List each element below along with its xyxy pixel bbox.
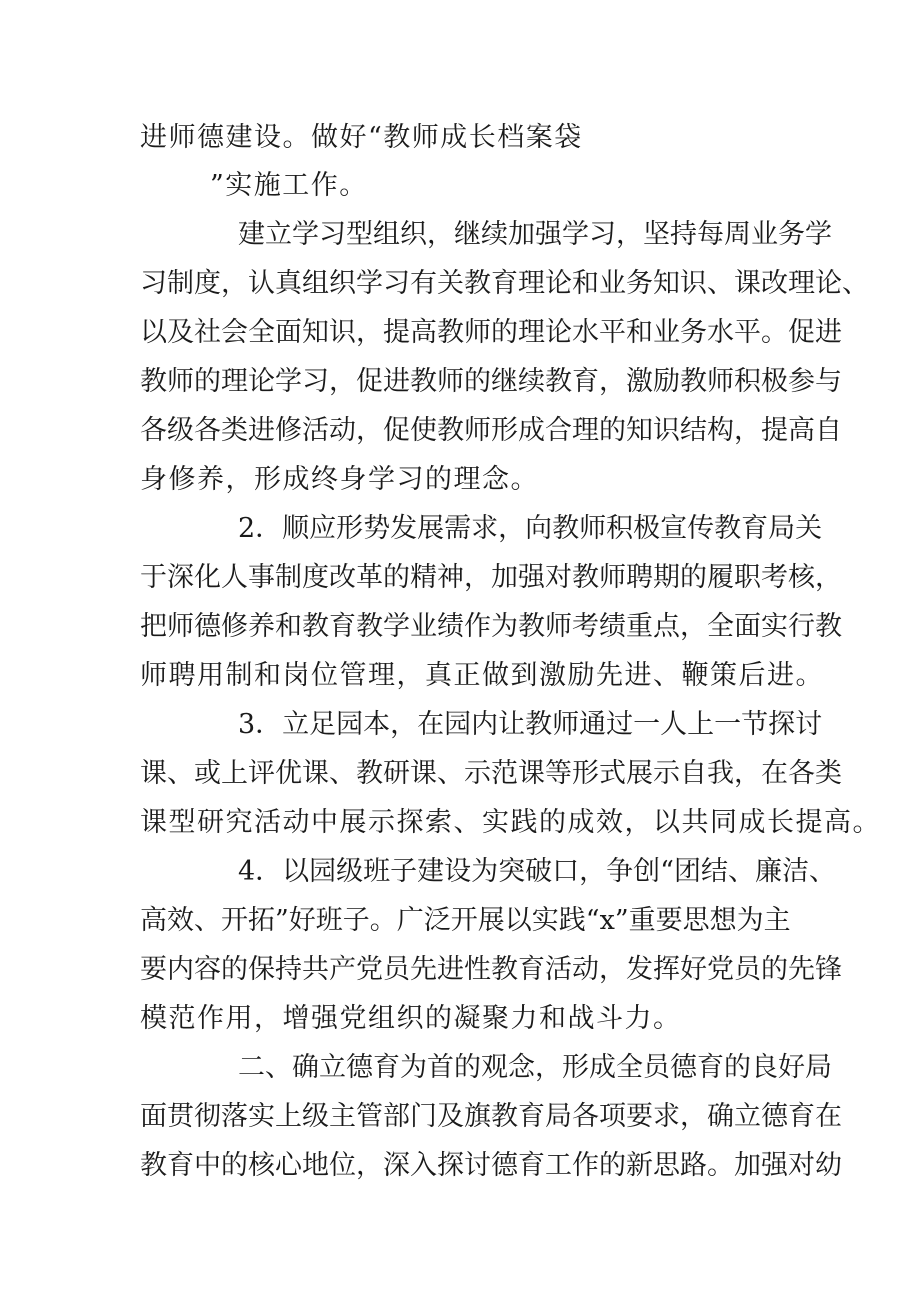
text-line: 高效、开拓”好班子。广泛开展以实践“x”重要思想为主 [140, 905, 791, 936]
text-line: 课型研究活动中展示探索、实践的成效，以共同成长提高。 [140, 807, 881, 838]
text-line: 要内容的保持共产党员先进性教育活动，发挥好党员的先锋 [140, 954, 842, 985]
paragraph-first-line: 4．以园级班子建设为突破口，争创“团结、廉洁、 [238, 856, 836, 887]
text-line: ”实施工作。 [210, 170, 368, 201]
text-line: 教育中的核心地位，深入探讨德育工作的新思路。加强对幼 [140, 1150, 842, 1181]
text-line: 习制度，认真组织学习有关教育理论和业务知识、课改理论、 [140, 268, 869, 299]
text-line: 以及社会全面知识，提高教师的理论水平和业务水平。促进 [140, 317, 842, 348]
text-line: 于深化人事制度改革的精神，加强对教师聘期的履职考核， [140, 562, 842, 593]
text-line: 模范作用，增强党组织的凝聚力和战斗力。 [140, 1003, 682, 1034]
text-line: 师聘用制和岗位管理，真正做到激励先进、鞭策后进。 [140, 660, 824, 691]
text-line: 课、或上评优课、教研课、示范课等形式展示自我，在各类 [140, 758, 842, 789]
text-line: 进师德建设。做好“教师成长档案袋 [140, 122, 583, 153]
paragraph-first-line: 3．立足园本，在园内让教师通过一人上一节探讨 [238, 709, 823, 740]
text-line: 各级各类进修活动，促使教师形成合理的知识结构，提高自 [140, 415, 842, 446]
text-line: 身修养，形成终身学习的理念。 [140, 464, 539, 495]
paragraph-first-line: 二、确立德育为首的观念，形成全员德育的良好局 [238, 1052, 832, 1083]
paragraph-first-line: 2．顺应形势发展需求，向教师积极宣传教育局关 [238, 513, 823, 544]
text-line: 教师的理论学习，促进教师的继续教育，激励教师积极参与 [140, 366, 842, 397]
text-line: 把师德修养和教育教学业绩作为教师考绩重点，全面实行教 [140, 611, 842, 642]
text-line: 面贯彻落实上级主管部门及旗教育局各项要求，确立德育在 [140, 1101, 842, 1132]
paragraph-first-line: 建立学习型组织，继续加强学习，坚持每周业务学 [238, 219, 832, 250]
